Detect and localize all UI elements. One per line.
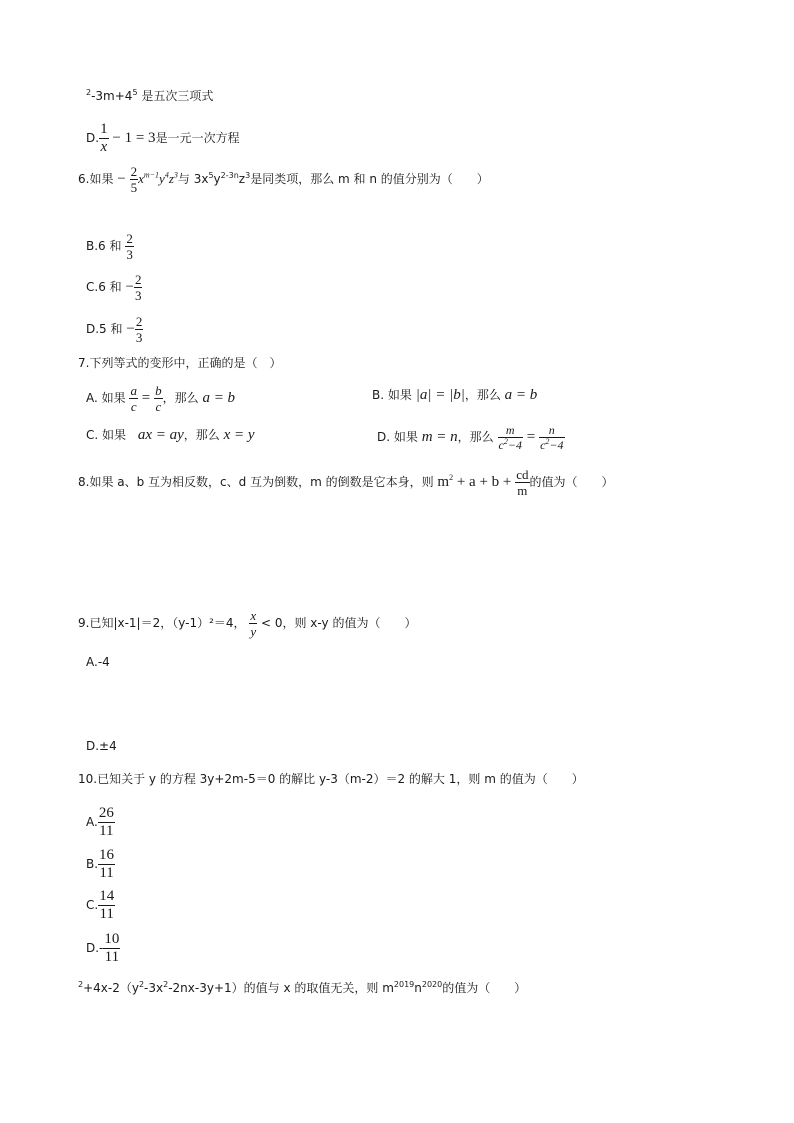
q7-stem: 7.下列等式的变形中，正确的是（ ） — [78, 356, 282, 370]
q6-option-b: B.6 和 $\frac{2}{3}$ — [86, 231, 133, 262]
q10-option-b: B. $\frac{16}{11}$ — [86, 847, 115, 881]
q7-option-d: D. 如果 m = n，那么 $\frac{m}{c^2-4}$ = $\frac{n}{c^2-4}$ — [377, 423, 564, 452]
q9-option-d: D.±4 — [86, 739, 117, 753]
q8-stem: 8.如果 a、b 互为相反数，c、d 互为倒数，m 的倒数是它本身，则 $m^2 + a + b$ + $\frac{cd}{m}$ 的值为（ ） — [78, 467, 614, 498]
q9-stem: 9.已知|x-1|＝2，（y-1）²＝4， $\frac{x}{y}$ < 0，则 x-y 的值为（ ） — [78, 608, 417, 639]
q6-option-c: C.6 和 − $\frac{2}{3}$ — [86, 272, 142, 303]
fraction: $\frac{14}{11}$ — [99, 888, 115, 922]
q7-option-c: C. 如果 ax = ay，那么 x = y — [86, 427, 255, 443]
fraction: $\frac{26}{11}$ — [98, 805, 114, 839]
fraction: $\frac{2}{3}$ — [135, 314, 143, 345]
q6-stem: 6.如果 − $\frac{2}{5}$ $x^{m-1}y^4z^3$与 $3x^5y^{2-3n}z^3$是同类项，那么 m 和 n 的值分别为（ ） — [78, 164, 489, 195]
q11-stem: $^2+4x-2(y^2-3x^2-2nx-3y+1)$的值与 x 的取值无关，则 $m^{2019}n^{2020}$的值为（ ） — [78, 980, 527, 995]
q7-option-a: A. 如果 $\frac{a}{c}$ = $\frac{b}{c}$ ，那么 a = b — [86, 383, 236, 414]
q10-option-c: C. $\frac{14}{11}$ — [86, 888, 115, 922]
q10-option-d: D.- $\frac{10}{11}$ — [86, 931, 120, 965]
q7-option-b: B. 如果 |a| = |b|，那么 a = b — [372, 387, 538, 403]
fraction: $\frac{cd}{m}$ — [516, 467, 529, 498]
fraction: $\frac{2}{3}$ — [126, 231, 133, 262]
q5-option-d: D. $\frac{1}{x}$ − 1 = 3是一元一次方程 — [86, 121, 240, 155]
q10-option-a: A. $\frac{26}{11}$ — [86, 805, 114, 839]
q6-option-d: D.5 和 − $\frac{2}{3}$ — [86, 314, 143, 345]
fraction: $\frac{x}{y}$ — [250, 608, 257, 639]
fraction: $\frac{2}{3}$ — [134, 272, 142, 303]
fraction: $\frac{2}{5}$ — [130, 164, 138, 195]
q10-stem: 10.已知关于 y 的方程 3y+2m-5＝0 的解比 y-3（m-2）＝2 的解大 1，则 m 的值为（ ） — [78, 772, 584, 786]
q5-option-c: $^2-3m+4^5$ 是五次三项式 — [86, 88, 214, 103]
fraction: $\frac{1}{x}$ — [100, 121, 108, 155]
fraction: $\frac{16}{11}$ — [99, 847, 115, 881]
fraction: $\frac{10}{11}$ — [104, 931, 120, 965]
q9-option-a: A.-4 — [86, 655, 110, 669]
